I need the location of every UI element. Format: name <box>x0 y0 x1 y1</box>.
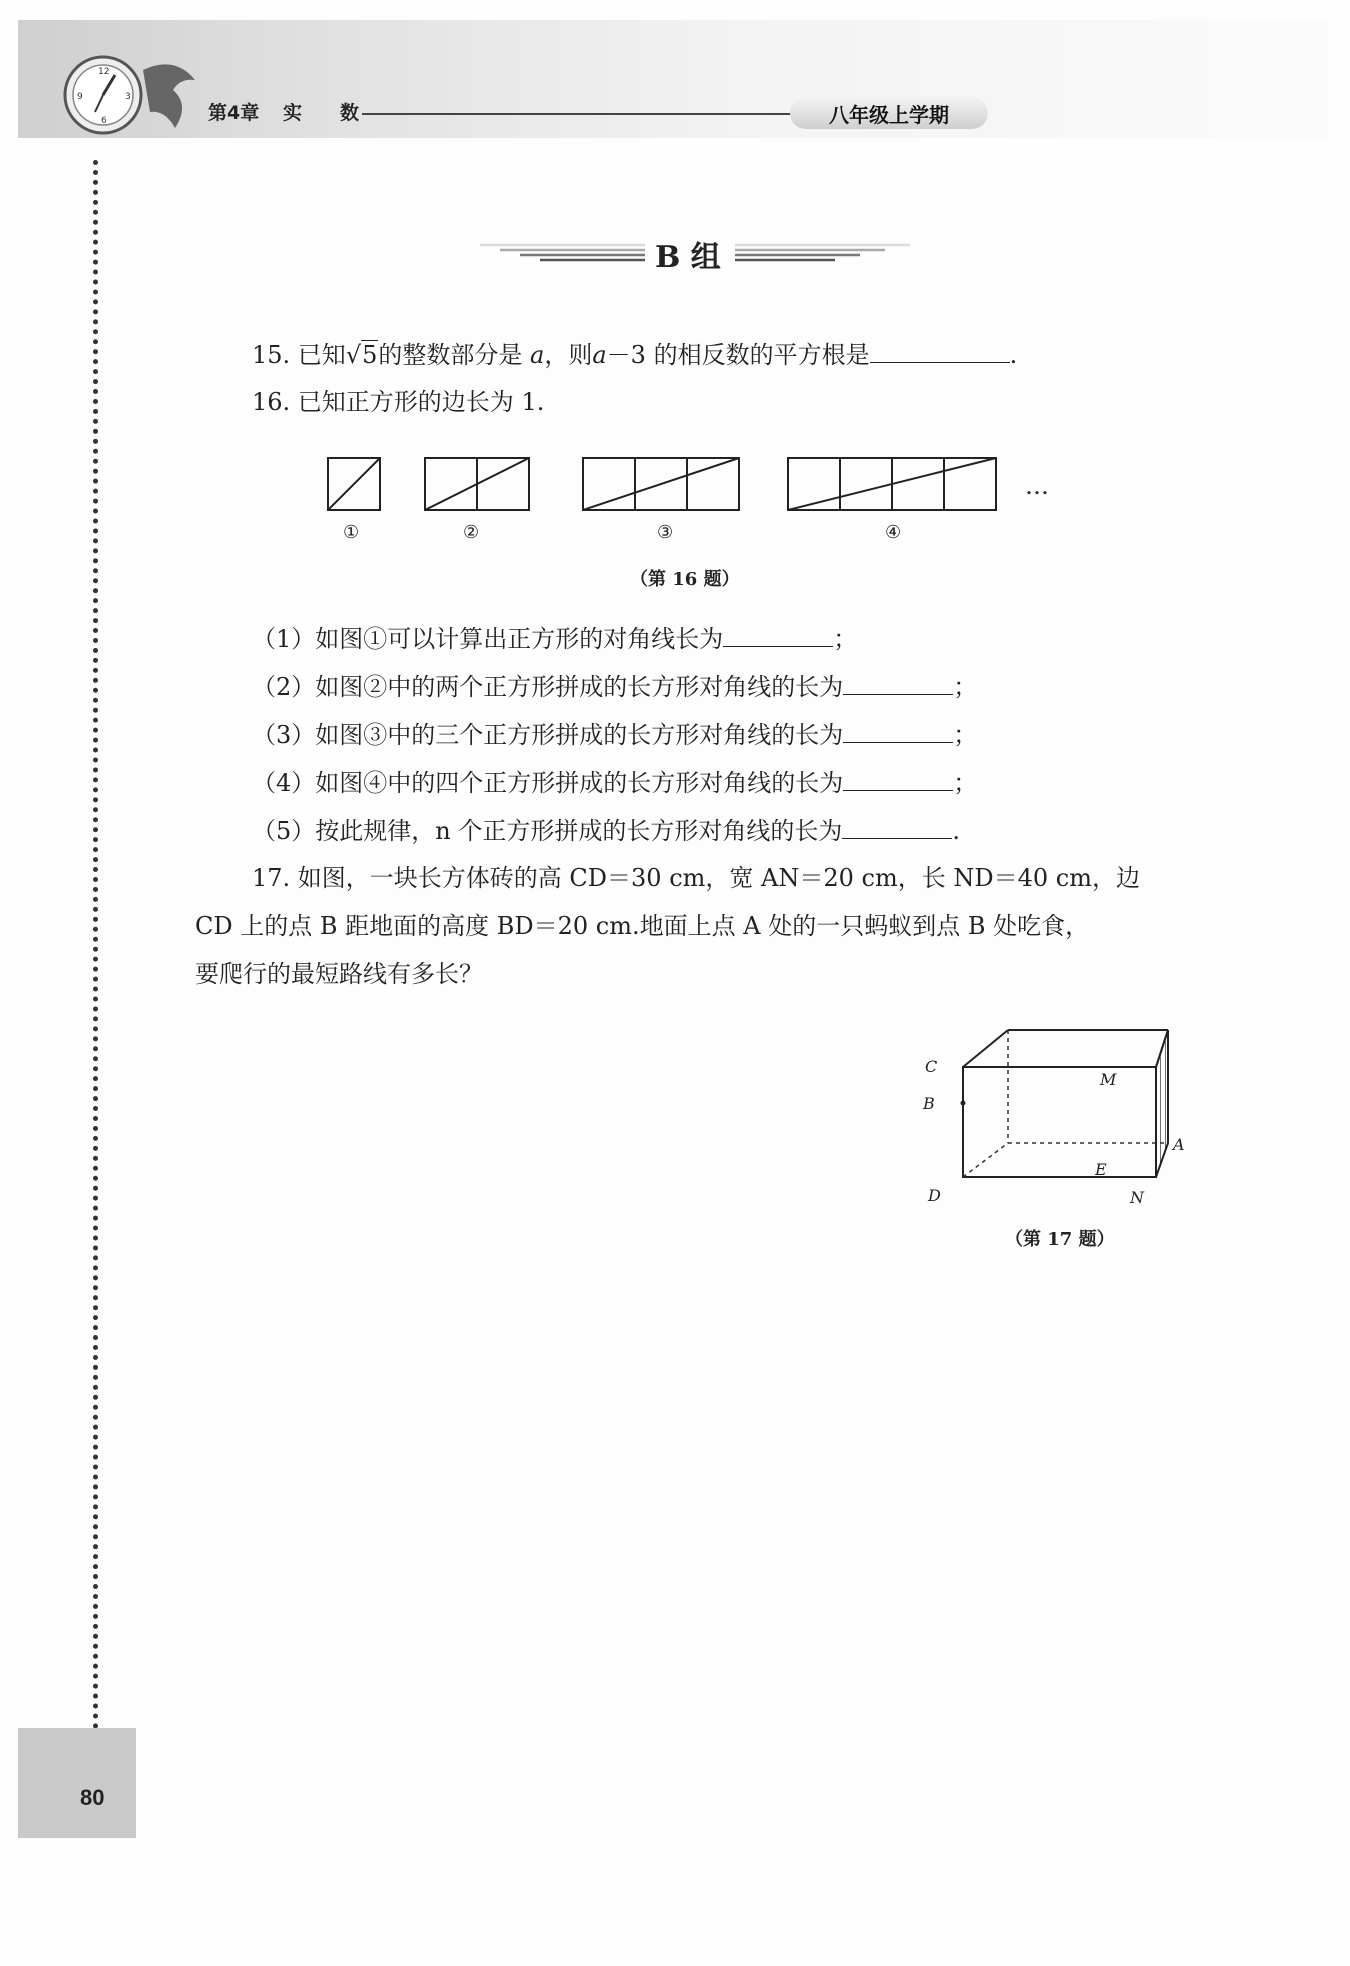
q15-radicand: 5 <box>362 341 378 369</box>
point-label-A: A <box>1173 1135 1185 1154</box>
q16-part-2-text: （2）如图②中的两个正方形拼成的长方形对角线的长为 <box>252 673 844 701</box>
q16-part-1 <box>252 622 857 655</box>
svg-text:3: 3 <box>125 92 131 102</box>
q16-part-1-text: （1）如图①可以计算出正方形的对角线长为 <box>252 625 724 653</box>
q16-figure <box>320 455 1060 555</box>
point-label-D: D <box>928 1186 941 1205</box>
answer-blank[interactable] <box>842 814 952 839</box>
q17-line-1: 17. 如图，一块长方体砖的高 CD＝30 cm，宽 AN＝20 cm，长 ND＝40 cm，边 <box>252 864 1140 892</box>
clock-logo-icon <box>55 50 205 140</box>
svg-text:6: 6 <box>101 116 107 126</box>
q16-part-3-end: ； <box>953 721 978 749</box>
q15-text-c: ，则 <box>544 341 593 369</box>
ellipsis: … <box>1025 472 1049 500</box>
q16-part-3-text: （3）如图③中的三个正方形拼成的长方形对角线的长为 <box>252 721 844 749</box>
q16-part-4 <box>252 766 977 799</box>
q16-part-1-end: ； <box>833 625 858 653</box>
q15-expr-tail: －3 <box>606 341 646 369</box>
question-16-stem <box>252 386 544 418</box>
title-stripes-right <box>735 242 910 264</box>
point-label-B: B <box>923 1094 935 1113</box>
header-rule <box>362 113 792 115</box>
chapter-number: 第4章 <box>208 102 260 124</box>
q16-part-5-end: . <box>952 817 960 845</box>
title-stripes-left <box>480 242 645 264</box>
point-label-N: N <box>1130 1188 1144 1207</box>
chapter-title: 实 数 <box>283 102 360 124</box>
q15-var-a: a <box>530 341 545 369</box>
q16-part-2 <box>252 670 977 703</box>
margin-dotted-line <box>93 160 98 1730</box>
q16-stem: 已知正方形的边长为 1. <box>297 388 545 416</box>
q16-number: 16. <box>252 388 291 416</box>
q16-part-4-end: ； <box>953 769 978 797</box>
q16-part-5-text: （5）按此规律，n 个正方形拼成的长方形对角线的长为 <box>252 817 843 845</box>
point-label-E: E <box>1095 1160 1107 1179</box>
fig-label-2: ② <box>463 522 480 543</box>
q15-text-a: 已知 <box>297 341 346 369</box>
q16-part-2-end: ； <box>953 673 978 701</box>
q17-line-3: 要爬行的最短路线有多长？ <box>195 960 483 988</box>
fig-label-3: ③ <box>657 522 674 543</box>
page-tab <box>18 1728 136 1838</box>
fig-label-1: ① <box>343 522 360 543</box>
q15-end: . <box>1009 341 1018 369</box>
svg-text:9: 9 <box>77 92 83 102</box>
page-number: 80 <box>80 1785 105 1810</box>
svg-text:12: 12 <box>98 67 110 77</box>
sqrt-symbol: √5 <box>345 341 378 369</box>
q17-figure-brick <box>935 1025 1195 1200</box>
q16-part-4-text: （4）如图④中的四个正方形拼成的长方形对角线的长为 <box>252 769 844 797</box>
point-label-C: C <box>925 1057 938 1076</box>
question-15 <box>252 338 1017 371</box>
q15-text-b: 的整数部分是 <box>378 341 523 369</box>
grade-badge: 八年级上学期 <box>790 97 988 129</box>
answer-blank[interactable] <box>723 622 833 647</box>
answer-blank[interactable] <box>843 766 953 791</box>
section-title: B 组 <box>655 240 721 275</box>
point-label-M: M <box>1100 1070 1117 1089</box>
q16-caption: （第 16 题） <box>630 569 740 590</box>
q17-line-2: CD 上的点 B 距地面的高度 BD＝20 cm.地面上点 A 处的一只蚂蚁到点 B 处吃食， <box>195 912 1090 940</box>
q17-caption: （第 17 题） <box>1005 1229 1115 1250</box>
answer-blank[interactable] <box>843 718 953 743</box>
q15-text-d: 的相反数的平方根是 <box>653 341 870 369</box>
q16-part-3 <box>252 718 977 751</box>
q15-number: 15. <box>252 341 291 369</box>
fig-label-4: ④ <box>885 522 902 543</box>
q16-part-5 <box>252 814 960 847</box>
q15-expr: a <box>592 341 607 369</box>
answer-blank[interactable] <box>870 338 1010 363</box>
answer-blank[interactable] <box>843 670 953 695</box>
